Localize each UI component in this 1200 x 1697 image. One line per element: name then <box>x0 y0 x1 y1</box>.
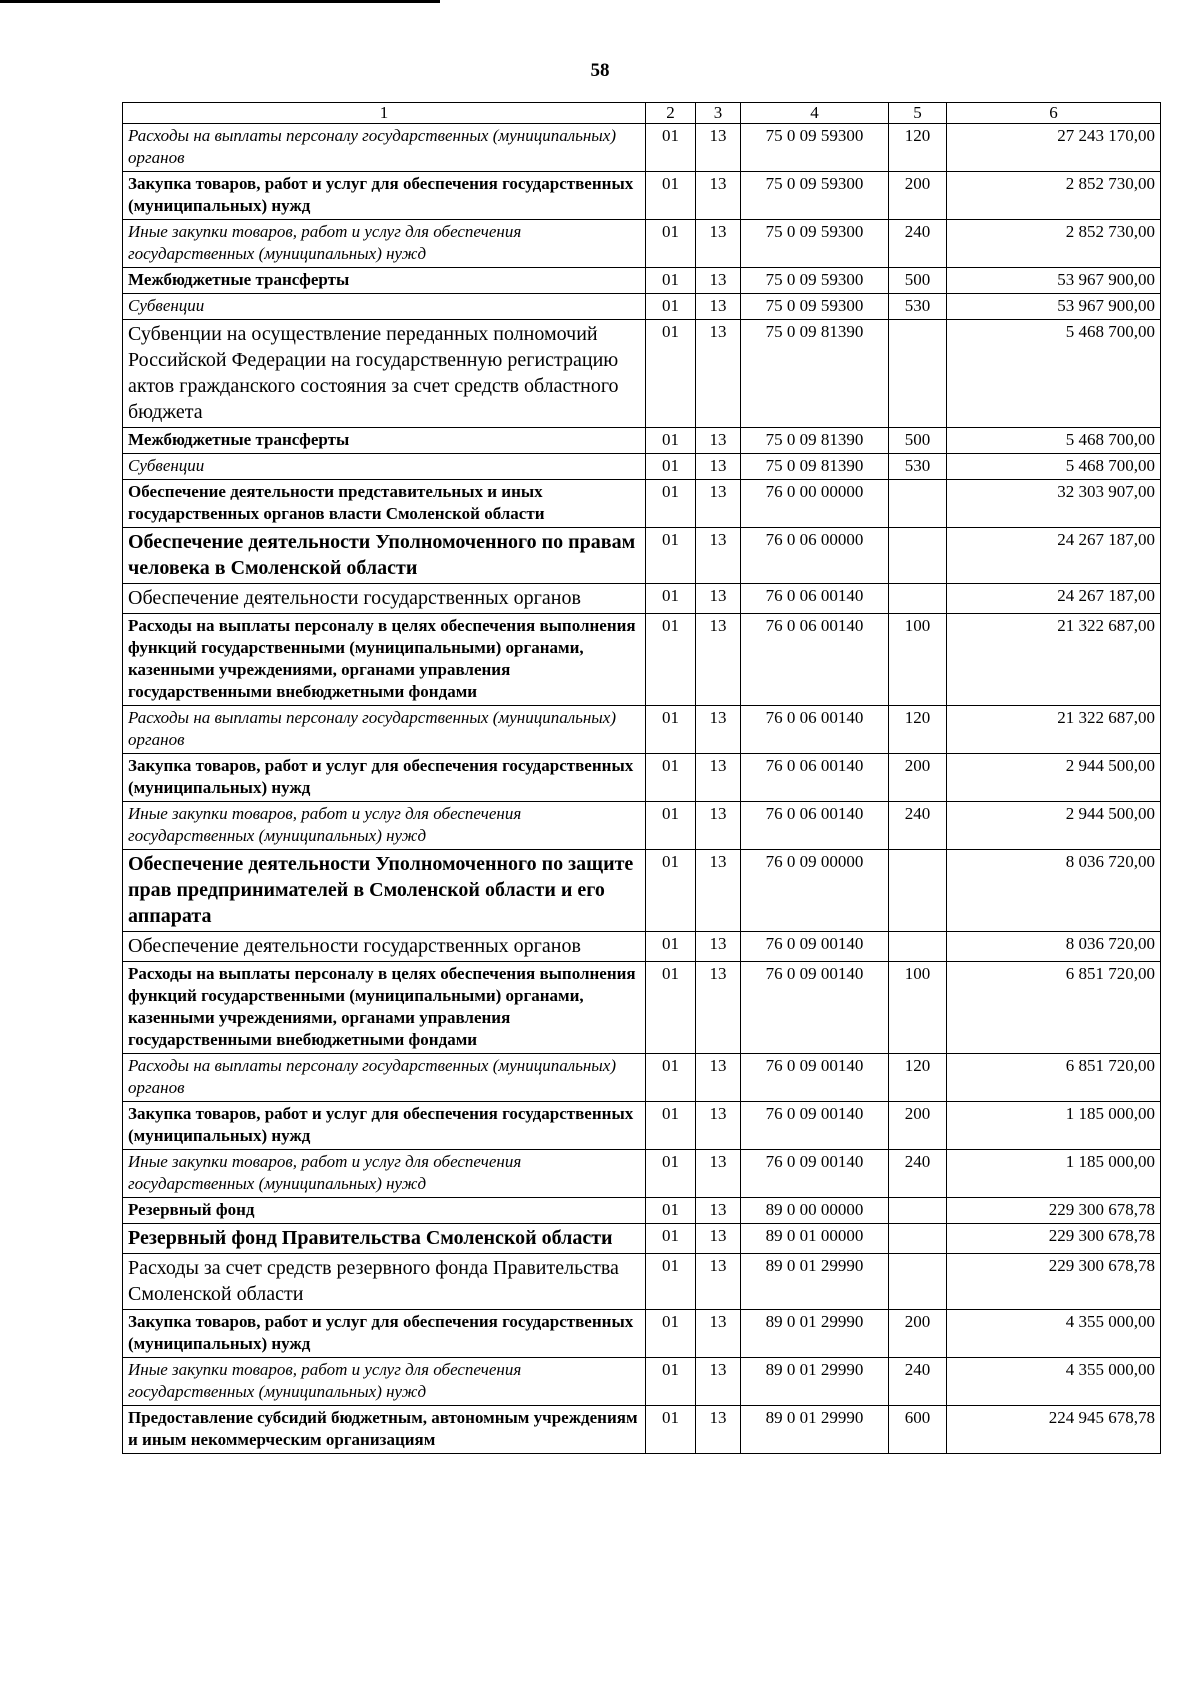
row-label: Расходы на выплаты персоналу государственных (муниципальных) органов <box>123 124 646 172</box>
target-article-code: 76 0 09 00140 <box>741 932 889 962</box>
expense-type-code: 240 <box>889 802 947 850</box>
subsection-code: 13 <box>696 850 741 932</box>
expense-type-code: 120 <box>889 1054 947 1102</box>
expense-type-code: 240 <box>889 1358 947 1406</box>
subsection-code: 13 <box>696 1310 741 1358</box>
section-code: 01 <box>646 124 696 172</box>
section-code: 01 <box>646 320 696 428</box>
amount: 5 468 700,00 <box>947 428 1161 454</box>
section-code: 01 <box>646 454 696 480</box>
amount: 24 267 187,00 <box>947 528 1161 584</box>
table-row <box>123 454 1161 480</box>
subsection-code: 13 <box>696 962 741 1054</box>
amount: 27 243 170,00 <box>947 124 1161 172</box>
expense-type-code <box>889 1224 947 1254</box>
subsection-code: 13 <box>696 320 741 428</box>
amount: 2 944 500,00 <box>947 802 1161 850</box>
subsection-code: 13 <box>696 1358 741 1406</box>
subsection-code: 13 <box>696 706 741 754</box>
column-header: 3 <box>696 103 741 124</box>
table-row <box>123 1406 1161 1454</box>
row-label: Иные закупки товаров, работ и услуг для обеспечения государственных (муниципальных) нужд <box>123 1358 646 1406</box>
target-article-code: 76 0 09 00140 <box>741 1150 889 1198</box>
table-row <box>123 172 1161 220</box>
amount: 229 300 678,78 <box>947 1224 1161 1254</box>
expense-type-code: 530 <box>889 454 947 480</box>
expense-type-code <box>889 584 947 614</box>
table-row <box>123 802 1161 850</box>
amount: 8 036 720,00 <box>947 932 1161 962</box>
row-label: Субвенции на осуществление переданных полномочий Российской Федерации на государственную регистрацию актов гражданского состояния за счет средств областного бюджета <box>123 320 646 428</box>
row-label: Расходы на выплаты персоналу в целях обеспечения выполнения функций государственными (муниципальными) органами, казенными учреждениями, органами управления государственными внебюджетными фондами <box>123 962 646 1054</box>
section-code: 01 <box>646 480 696 528</box>
section-code: 01 <box>646 754 696 802</box>
row-label: Межбюджетные трансферты <box>123 268 646 294</box>
table-row <box>123 1254 1161 1310</box>
expense-type-code <box>889 1254 947 1310</box>
amount: 5 468 700,00 <box>947 320 1161 428</box>
expense-type-code: 200 <box>889 172 947 220</box>
subsection-code: 13 <box>696 480 741 528</box>
row-label: Обеспечение деятельности Уполномоченного по правам человека в Смоленской области <box>123 528 646 584</box>
table-row <box>123 428 1161 454</box>
subsection-code: 13 <box>696 454 741 480</box>
expense-type-code <box>889 850 947 932</box>
target-article-code: 75 0 09 59300 <box>741 268 889 294</box>
row-label: Обеспечение деятельности Уполномоченного по защите прав предпринимателей в Смоленской области и его аппарата <box>123 850 646 932</box>
subsection-code: 13 <box>696 172 741 220</box>
amount: 24 267 187,00 <box>947 584 1161 614</box>
column-header: 4 <box>741 103 889 124</box>
row-label: Субвенции <box>123 294 646 320</box>
section-code: 01 <box>646 1406 696 1454</box>
section-code: 01 <box>646 1310 696 1358</box>
row-label: Субвенции <box>123 454 646 480</box>
subsection-code: 13 <box>696 614 741 706</box>
table-row <box>123 1054 1161 1102</box>
table-row <box>123 1224 1161 1254</box>
subsection-code: 13 <box>696 220 741 268</box>
target-article-code: 75 0 09 59300 <box>741 220 889 268</box>
top-rule <box>0 0 440 3</box>
subsection-code: 13 <box>696 124 741 172</box>
table-row <box>123 932 1161 962</box>
row-label: Расходы на выплаты персоналу государственных (муниципальных) органов <box>123 1054 646 1102</box>
row-label: Расходы на выплаты персоналу в целях обеспечения выполнения функций государственными (муниципальными) органами, казенными учреждениями, органами управления государственными внебюджетными фондами <box>123 614 646 706</box>
subsection-code: 13 <box>696 584 741 614</box>
table-row <box>123 962 1161 1054</box>
section-code: 01 <box>646 1102 696 1150</box>
section-code: 01 <box>646 268 696 294</box>
section-code: 01 <box>646 706 696 754</box>
amount: 53 967 900,00 <box>947 268 1161 294</box>
expense-type-code: 120 <box>889 706 947 754</box>
table-row <box>123 528 1161 584</box>
target-article-code: 76 0 09 00140 <box>741 1102 889 1150</box>
target-article-code: 89 0 00 00000 <box>741 1198 889 1224</box>
table-row <box>123 1358 1161 1406</box>
section-code: 01 <box>646 1054 696 1102</box>
expense-type-code: 200 <box>889 1310 947 1358</box>
amount: 53 967 900,00 <box>947 294 1161 320</box>
amount: 32 303 907,00 <box>947 480 1161 528</box>
table-row <box>123 1150 1161 1198</box>
amount: 8 036 720,00 <box>947 850 1161 932</box>
expense-type-code: 100 <box>889 962 947 1054</box>
target-article-code: 76 0 00 00000 <box>741 480 889 528</box>
subsection-code: 13 <box>696 932 741 962</box>
section-code: 01 <box>646 1198 696 1224</box>
target-article-code: 76 0 06 00140 <box>741 802 889 850</box>
expense-type-code <box>889 528 947 584</box>
row-label: Закупка товаров, работ и услуг для обеспечения государственных (муниципальных) нужд <box>123 1102 646 1150</box>
section-code: 01 <box>646 802 696 850</box>
target-article-code: 75 0 09 59300 <box>741 294 889 320</box>
amount: 4 355 000,00 <box>947 1310 1161 1358</box>
table-row <box>123 706 1161 754</box>
expense-type-code: 530 <box>889 294 947 320</box>
subsection-code: 13 <box>696 1054 741 1102</box>
column-header: 5 <box>889 103 947 124</box>
table-row <box>123 754 1161 802</box>
row-label: Закупка товаров, работ и услуг для обеспечения государственных (муниципальных) нужд <box>123 172 646 220</box>
amount: 21 322 687,00 <box>947 706 1161 754</box>
table-row <box>123 1310 1161 1358</box>
table-row <box>123 850 1161 932</box>
section-code: 01 <box>646 428 696 454</box>
target-article-code: 76 0 06 00140 <box>741 754 889 802</box>
target-article-code: 76 0 09 00000 <box>741 850 889 932</box>
row-label: Иные закупки товаров, работ и услуг для обеспечения государственных (муниципальных) нужд <box>123 220 646 268</box>
expense-type-code: 240 <box>889 1150 947 1198</box>
row-label: Обеспечение деятельности государственных органов <box>123 932 646 962</box>
subsection-code: 13 <box>696 1224 741 1254</box>
table-row <box>123 584 1161 614</box>
table-row <box>123 480 1161 528</box>
subsection-code: 13 <box>696 528 741 584</box>
row-label: Предоставление субсидий бюджетным, автономным учреждениям и иным некоммерческим организациям <box>123 1406 646 1454</box>
amount: 2 944 500,00 <box>947 754 1161 802</box>
section-code: 01 <box>646 220 696 268</box>
section-code: 01 <box>646 1224 696 1254</box>
subsection-code: 13 <box>696 428 741 454</box>
amount: 2 852 730,00 <box>947 172 1161 220</box>
subsection-code: 13 <box>696 1150 741 1198</box>
amount: 1 185 000,00 <box>947 1102 1161 1150</box>
row-label: Обеспечение деятельности представительных и иных государственных органов власти Смоленской области <box>123 480 646 528</box>
section-code: 01 <box>646 850 696 932</box>
table-row <box>123 268 1161 294</box>
amount: 224 945 678,78 <box>947 1406 1161 1454</box>
subsection-code: 13 <box>696 1254 741 1310</box>
expense-type-code: 600 <box>889 1406 947 1454</box>
amount: 229 300 678,78 <box>947 1254 1161 1310</box>
target-article-code: 89 0 01 00000 <box>741 1224 889 1254</box>
target-article-code: 76 0 06 00140 <box>741 614 889 706</box>
amount: 4 355 000,00 <box>947 1358 1161 1406</box>
target-article-code: 89 0 01 29990 <box>741 1310 889 1358</box>
section-code: 01 <box>646 614 696 706</box>
target-article-code: 75 0 09 59300 <box>741 124 889 172</box>
row-label: Расходы на выплаты персоналу государственных (муниципальных) органов <box>123 706 646 754</box>
amount: 2 852 730,00 <box>947 220 1161 268</box>
target-article-code: 76 0 09 00140 <box>741 1054 889 1102</box>
row-label: Иные закупки товаров, работ и услуг для обеспечения государственных (муниципальных) нужд <box>123 1150 646 1198</box>
subsection-code: 13 <box>696 1198 741 1224</box>
section-code: 01 <box>646 962 696 1054</box>
page-number: 58 <box>590 60 610 81</box>
section-code: 01 <box>646 1254 696 1310</box>
expense-type-code: 100 <box>889 614 947 706</box>
row-label: Закупка товаров, работ и услуг для обеспечения государственных (муниципальных) нужд <box>123 754 646 802</box>
subsection-code: 13 <box>696 754 741 802</box>
target-article-code: 76 0 06 00000 <box>741 528 889 584</box>
table-row <box>123 614 1161 706</box>
expense-type-code: 200 <box>889 1102 947 1150</box>
amount: 6 851 720,00 <box>947 1054 1161 1102</box>
row-label: Расходы за счет средств резервного фонда Правительства Смоленской области <box>123 1254 646 1310</box>
subsection-code: 13 <box>696 294 741 320</box>
subsection-code: 13 <box>696 1102 741 1150</box>
expense-type-code <box>889 932 947 962</box>
row-label: Закупка товаров, работ и услуг для обеспечения государственных (муниципальных) нужд <box>123 1310 646 1358</box>
target-article-code: 76 0 06 00140 <box>741 706 889 754</box>
target-article-code: 89 0 01 29990 <box>741 1406 889 1454</box>
amount: 5 468 700,00 <box>947 454 1161 480</box>
expense-type-code: 120 <box>889 124 947 172</box>
table-row <box>123 320 1161 428</box>
section-code: 01 <box>646 584 696 614</box>
table-row <box>123 294 1161 320</box>
subsection-code: 13 <box>696 1406 741 1454</box>
table-row <box>123 220 1161 268</box>
subsection-code: 13 <box>696 802 741 850</box>
expense-type-code <box>889 1198 947 1224</box>
section-code: 01 <box>646 294 696 320</box>
amount: 229 300 678,78 <box>947 1198 1161 1224</box>
target-article-code: 75 0 09 81390 <box>741 320 889 428</box>
row-label: Резервный фонд Правительства Смоленской области <box>123 1224 646 1254</box>
budget-table <box>122 102 1161 1454</box>
target-article-code: 75 0 09 59300 <box>741 172 889 220</box>
row-label: Обеспечение деятельности государственных органов <box>123 584 646 614</box>
section-code: 01 <box>646 1358 696 1406</box>
expense-type-code: 240 <box>889 220 947 268</box>
row-label: Резервный фонд <box>123 1198 646 1224</box>
column-header: 6 <box>947 103 1161 124</box>
target-article-code: 76 0 06 00140 <box>741 584 889 614</box>
subsection-code: 13 <box>696 268 741 294</box>
amount: 6 851 720,00 <box>947 962 1161 1054</box>
section-code: 01 <box>646 932 696 962</box>
target-article-code: 76 0 09 00140 <box>741 962 889 1054</box>
expense-type-code <box>889 480 947 528</box>
row-label: Межбюджетные трансферты <box>123 428 646 454</box>
section-code: 01 <box>646 1150 696 1198</box>
target-article-code: 89 0 01 29990 <box>741 1254 889 1310</box>
expense-type-code: 500 <box>889 428 947 454</box>
target-article-code: 75 0 09 81390 <box>741 428 889 454</box>
section-code: 01 <box>646 172 696 220</box>
target-article-code: 75 0 09 81390 <box>741 454 889 480</box>
amount: 21 322 687,00 <box>947 614 1161 706</box>
row-label: Иные закупки товаров, работ и услуг для обеспечения государственных (муниципальных) нужд <box>123 802 646 850</box>
expense-type-code <box>889 320 947 428</box>
column-header: 1 <box>123 103 646 124</box>
target-article-code: 89 0 01 29990 <box>741 1358 889 1406</box>
table-row <box>123 1198 1161 1224</box>
expense-type-code: 500 <box>889 268 947 294</box>
column-header: 2 <box>646 103 696 124</box>
table-row <box>123 124 1161 172</box>
table-row <box>123 1102 1161 1150</box>
header-row <box>123 103 1161 124</box>
section-code: 01 <box>646 528 696 584</box>
expense-type-code: 200 <box>889 754 947 802</box>
amount: 1 185 000,00 <box>947 1150 1161 1198</box>
